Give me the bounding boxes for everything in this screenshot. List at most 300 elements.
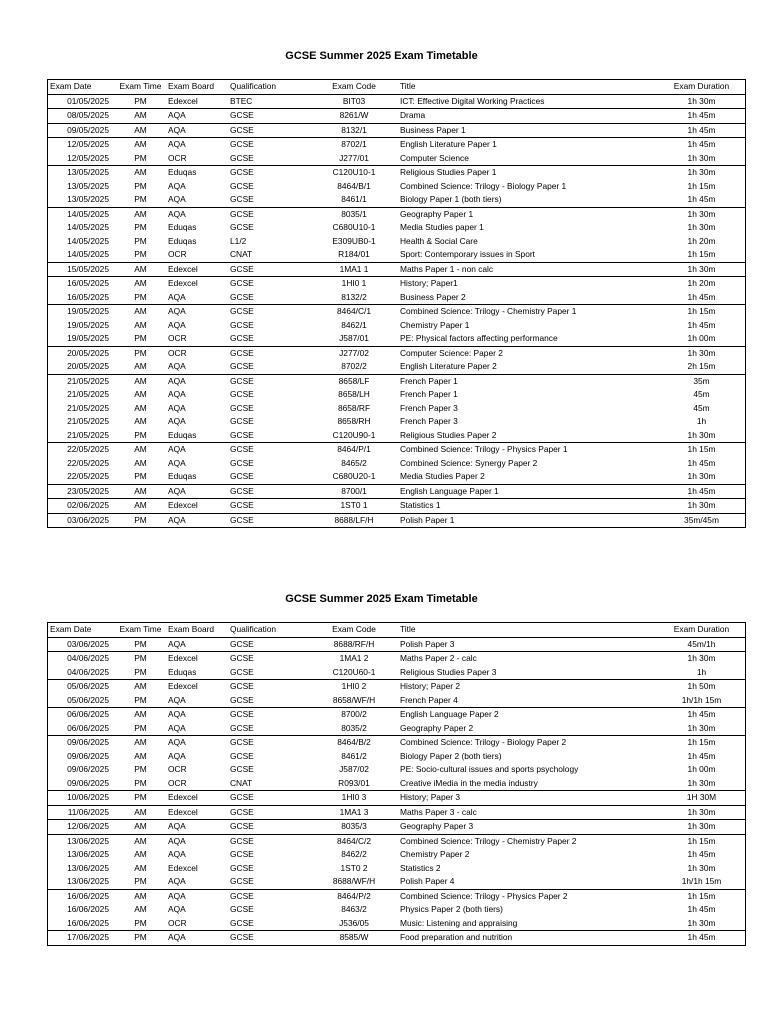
exam-date-cell: 21/05/2025 — [67, 429, 109, 440]
exam-board-cell: AQA — [168, 457, 186, 468]
exam-title-cell: PE: Socio-cultural issues and sports psychology — [400, 764, 579, 775]
exam-date-cell: 23/05/2025 — [48, 484, 116, 499]
exam-duration-cell: 1h 30m — [687, 471, 716, 482]
exam-duration-cell: 1H 30M — [658, 791, 746, 806]
qualification-cell: GCSE — [230, 666, 254, 677]
qualification-cell: GCSE — [230, 694, 254, 705]
exam-title-cell: History; Paper 3 — [398, 791, 658, 806]
table-row — [48, 221, 746, 235]
table-row — [48, 722, 746, 736]
qualification-cell: L1/2 — [230, 235, 247, 246]
exam-time-cell: AM — [115, 374, 166, 388]
exam-time-cell: AM — [115, 805, 166, 820]
exam-board-cell: Edexcel — [166, 262, 228, 277]
exam-date-cell: 04/06/2025 — [67, 666, 109, 677]
qualification-cell: GCSE — [228, 499, 310, 514]
qualification-cell: GCSE — [228, 277, 310, 291]
table-row — [48, 694, 746, 708]
exam-board-cell: Edexcel — [166, 680, 228, 694]
exam-date-cell: 12/06/2025 — [48, 820, 116, 835]
exam-board-cell: AQA — [166, 820, 228, 835]
exam-title-cell: Polish Paper 3 — [400, 638, 455, 649]
exam-code-cell: R184/01 — [338, 249, 370, 260]
qualification-cell: GCSE — [230, 389, 254, 400]
exam-code-cell: 8688/WF/H — [332, 876, 376, 887]
exam-code-cell: 8688/RF/H — [333, 638, 375, 649]
exam-date-cell: 14/05/2025 — [67, 222, 109, 233]
exam-code-cell: 8132/1 — [310, 123, 398, 138]
exam-time-cell: PM — [115, 346, 166, 360]
exam-duration-cell: 1h 30m — [658, 652, 746, 666]
exam-board-cell: Eduqas — [168, 471, 197, 482]
qualification-cell: GCSE — [228, 305, 310, 319]
exam-time-cell: AM — [115, 820, 166, 835]
exam-board-cell: AQA — [168, 416, 186, 427]
exam-title-cell: Combined Science: Synergy Paper 2 — [400, 457, 538, 468]
qualification-cell: GCSE — [230, 333, 254, 344]
exam-date-cell: 09/06/2025 — [67, 764, 109, 775]
exam-code-cell: 1MA1 2 — [310, 652, 398, 666]
exam-code-cell: 1HI0 2 — [310, 680, 398, 694]
exam-duration-cell: 1h 00m — [687, 764, 716, 775]
exam-title-cell: Combined Science: Trilogy - Biology Paper 1 — [400, 180, 567, 191]
exam-duration-cell: 1h 45m — [658, 109, 746, 124]
exam-date-cell: 13/05/2025 — [48, 166, 116, 180]
exam-title-cell: Geography Paper 2 — [400, 722, 474, 733]
exam-title-cell: Business Paper 1 — [398, 123, 658, 138]
qualification-cell: GCSE — [230, 152, 254, 163]
exam-date-cell: 13/05/2025 — [67, 180, 109, 191]
qualification-cell: GCSE — [228, 484, 310, 499]
exam-date-cell: 13/06/2025 — [48, 834, 116, 848]
exam-board-cell: AQA — [168, 291, 186, 302]
exam-board-cell: AQA — [166, 123, 228, 138]
exam-board-cell: AQA — [166, 443, 228, 457]
exam-board-cell: OCR — [168, 333, 187, 344]
exam-board-cell: Eduqas — [168, 429, 197, 440]
exam-time-cell: AM — [115, 305, 166, 319]
exam-date-cell: 08/05/2025 — [48, 109, 116, 124]
exam-time-cell: PM — [134, 777, 147, 788]
exam-board-cell: AQA — [168, 849, 186, 860]
column-header: Title — [398, 623, 658, 638]
exam-time-cell: AM — [115, 123, 166, 138]
exam-time-cell: AM — [115, 109, 166, 124]
exam-title-cell: Biology Paper 2 (both tiers) — [400, 750, 502, 761]
exam-duration-cell: 1h/1h 15m — [681, 876, 722, 887]
table-row — [48, 862, 746, 876]
exam-date-cell: 21/05/2025 — [67, 402, 109, 413]
exam-board-cell: AQA — [166, 708, 228, 722]
exam-title-cell: Polish Paper 1 — [398, 513, 658, 528]
exam-board-cell: AQA — [168, 694, 186, 705]
exam-date-cell: 06/06/2025 — [48, 708, 116, 722]
exam-code-cell: 8658/WF/H — [332, 694, 376, 705]
exam-code-cell: 8585/W — [310, 931, 398, 946]
exam-date-cell: 04/06/2025 — [48, 652, 116, 666]
exam-title-cell: Physics Paper 2 (both tiers) — [400, 904, 503, 915]
exam-date-cell: 13/06/2025 — [67, 862, 109, 873]
exam-time-cell: PM — [134, 722, 147, 733]
table-row — [48, 94, 746, 109]
exam-time-cell: AM — [134, 319, 147, 330]
exam-title-cell: ICT: Effective Digital Working Practices — [400, 95, 545, 106]
table-row — [48, 346, 746, 360]
exam-date-cell: 20/05/2025 — [67, 361, 109, 372]
exam-date-cell: 20/05/2025 — [48, 346, 116, 360]
qualification-cell: GCSE — [228, 805, 310, 820]
exam-title-cell: Combined Science: Trilogy - Physics Paper 1 — [398, 443, 658, 457]
table-header-row — [48, 80, 746, 95]
table-row — [48, 805, 746, 820]
exam-time-cell: PM — [115, 791, 166, 806]
exam-code-cell: 8035/1 — [310, 207, 398, 221]
exam-time-cell: AM — [115, 499, 166, 514]
exam-board-cell: AQA — [166, 109, 228, 124]
exam-title-cell: Combined Science: Trilogy - Chemistry Paper 1 — [398, 305, 658, 319]
exam-time-cell: AM — [115, 680, 166, 694]
column-header: Exam Duration — [658, 623, 746, 638]
exam-code-cell: BIT03 — [342, 95, 366, 106]
exam-date-cell: 19/05/2025 — [48, 305, 116, 319]
exam-time-cell: AM — [115, 262, 166, 277]
exam-duration-cell: 1h 15m — [658, 736, 746, 750]
exam-duration-cell: 1h 20m — [658, 277, 746, 291]
exam-board-cell: AQA — [168, 402, 186, 413]
exam-code-cell: 8464/B/1 — [337, 180, 371, 191]
exam-time-cell: PM — [115, 513, 166, 528]
table-row — [48, 763, 746, 777]
table-row — [48, 484, 746, 499]
exam-time-cell: AM — [134, 389, 147, 400]
exam-time-cell: PM — [134, 638, 147, 649]
exam-date-cell: 06/06/2025 — [67, 722, 109, 733]
exam-duration-cell: 35m — [658, 374, 746, 388]
exam-duration-cell: 45m/1h — [687, 638, 716, 649]
exam-date-cell: 09/06/2025 — [67, 777, 109, 788]
exam-title-cell: PE: Physical factors affecting performance — [400, 333, 558, 344]
exam-code-cell: 8462/1 — [341, 319, 367, 330]
exam-title-cell: Combined Science: Trilogy - Physics Paper 2 — [398, 889, 658, 903]
table-row — [48, 374, 746, 388]
exam-duration-cell: 1h 15m — [687, 180, 716, 191]
qualification-cell: GCSE — [228, 736, 310, 750]
exam-code-cell: J587/02 — [339, 764, 369, 775]
exam-date-cell: 21/05/2025 — [48, 374, 116, 388]
exam-date-cell: 09/06/2025 — [67, 750, 109, 761]
exam-duration-cell: 1h 30m — [687, 862, 716, 873]
table-row — [48, 123, 746, 138]
qualification-cell: GCSE — [230, 361, 254, 372]
column-header: Exam Time — [115, 80, 166, 95]
exam-board-cell: AQA — [166, 484, 228, 499]
exam-code-cell: 8702/1 — [310, 138, 398, 152]
column-header: Exam Date — [48, 80, 116, 95]
exam-duration-cell: 1h 30m — [658, 805, 746, 820]
table-row — [48, 791, 746, 806]
exam-code-cell: 8700/1 — [310, 484, 398, 499]
column-header: Qualification — [228, 623, 310, 638]
exam-date-cell: 16/05/2025 — [48, 277, 116, 291]
exam-code-cell: 8464/P/2 — [310, 889, 398, 903]
column-header: Exam Duration — [658, 80, 746, 95]
exam-time-cell: AM — [134, 904, 147, 915]
exam-code-cell: 8461/2 — [341, 750, 367, 761]
exam-board-cell: OCR — [166, 346, 228, 360]
qualification-cell: GCSE — [230, 457, 254, 468]
table-row — [48, 931, 746, 946]
exam-date-cell: 02/06/2025 — [48, 499, 116, 514]
timetable-page-1 — [47, 50, 730, 525]
exam-board-cell: AQA — [166, 305, 228, 319]
exam-board-cell: AQA — [168, 638, 186, 649]
table-row — [48, 180, 746, 194]
exam-board-cell: Edexcel — [166, 499, 228, 514]
qualification-cell: GCSE — [228, 652, 310, 666]
exam-title-cell: French Paper 3 — [400, 402, 458, 413]
table-row — [48, 277, 746, 291]
exam-title-cell: Combined Science: Trilogy - Chemistry Paper 2 — [398, 834, 658, 848]
exam-time-cell: PM — [134, 429, 147, 440]
qualification-cell: GCSE — [230, 429, 254, 440]
exam-duration-cell: 1h 45m — [687, 849, 716, 860]
table-row — [48, 820, 746, 835]
exam-code-cell: R093/01 — [338, 777, 370, 788]
exam-table — [47, 622, 746, 946]
table-row — [48, 680, 746, 694]
exam-title-cell: Computer Science — [400, 152, 469, 163]
exam-date-cell: 14/05/2025 — [67, 249, 109, 260]
exam-duration-cell: 1h 45m — [658, 708, 746, 722]
exam-board-cell: Eduqas — [168, 666, 197, 677]
exam-title-cell: French Paper 1 — [400, 389, 458, 400]
exam-time-cell: PM — [134, 152, 147, 163]
exam-duration-cell: 1h 45m — [658, 123, 746, 138]
qualification-cell: GCSE — [230, 904, 254, 915]
exam-duration-cell: 1h 30m — [658, 820, 746, 835]
exam-board-cell: AQA — [166, 374, 228, 388]
exam-title-cell: Business Paper 2 — [400, 291, 466, 302]
exam-date-cell: 17/06/2025 — [48, 931, 116, 946]
qualification-cell: BTEC — [230, 95, 253, 106]
exam-title-cell: Polish Paper 4 — [400, 876, 455, 887]
exam-date-cell: 11/06/2025 — [48, 805, 116, 820]
exam-code-cell: 8658/RH — [337, 416, 371, 427]
exam-duration-cell: 1h — [696, 416, 707, 427]
exam-duration-cell: 1h 45m — [687, 750, 716, 761]
exam-time-cell: PM — [134, 222, 147, 233]
exam-board-cell: Eduqas — [168, 222, 197, 233]
exam-code-cell: C680U10-1 — [332, 222, 376, 233]
exam-time-cell: PM — [134, 180, 147, 191]
exam-date-cell: 03/06/2025 — [48, 513, 116, 528]
exam-duration-cell: 1h 50m — [658, 680, 746, 694]
exam-board-cell: OCR — [168, 764, 187, 775]
exam-code-cell: C120U10-1 — [310, 166, 398, 180]
exam-code-cell: 8261/W — [310, 109, 398, 124]
exam-duration-cell: 1h 15m — [658, 443, 746, 457]
exam-date-cell: 19/05/2025 — [67, 319, 109, 330]
qualification-cell: GCSE — [228, 931, 310, 946]
exam-board-cell: OCR — [168, 152, 187, 163]
exam-code-cell: 8462/2 — [341, 849, 367, 860]
exam-duration-cell: 45m — [693, 402, 710, 413]
exam-title-cell: History; Paper1 — [398, 277, 658, 291]
exam-code-cell: 1HI0 3 — [310, 791, 398, 806]
table-row — [48, 443, 746, 457]
exam-title-cell: Geography Paper 1 — [398, 207, 658, 221]
exam-duration-cell: 1h 30m — [687, 777, 716, 788]
column-header: Title — [398, 80, 658, 95]
exam-duration-cell: 1h 30m — [687, 722, 716, 733]
exam-duration-cell: 1h 15m — [658, 889, 746, 903]
exam-title-cell: Sport: Contemporary issues in Sport — [400, 249, 535, 260]
exam-time-cell: AM — [115, 277, 166, 291]
exam-board-cell: AQA — [168, 389, 186, 400]
qualification-cell: GCSE — [230, 764, 254, 775]
exam-code-cell: 8035/3 — [310, 820, 398, 835]
exam-board-cell: AQA — [168, 319, 186, 330]
exam-title-cell: Maths Paper 1 - non calc — [398, 262, 658, 277]
exam-duration-cell: 2h 15m — [687, 361, 716, 372]
exam-title-cell: French Paper 1 — [398, 374, 658, 388]
exam-board-cell: AQA — [168, 180, 186, 191]
exam-duration-cell: 1h 00m — [687, 333, 716, 344]
table-row — [48, 109, 746, 124]
exam-code-cell: 8702/2 — [341, 361, 367, 372]
table-row — [48, 235, 746, 249]
exam-date-cell: 16/06/2025 — [67, 917, 109, 928]
table-row — [48, 332, 746, 346]
exam-code-cell: 1MA1 1 — [310, 262, 398, 277]
exam-code-cell: J277/01 — [339, 152, 369, 163]
table-row — [48, 388, 746, 402]
exam-duration-cell: 1h 30m — [687, 917, 716, 928]
exam-board-cell: Eduqas — [168, 235, 197, 246]
column-header: Exam Time — [115, 623, 166, 638]
exam-duration-cell: 1h 30m — [658, 346, 746, 360]
exam-duration-cell: 1h 45m — [658, 138, 746, 152]
qualification-cell: GCSE — [230, 402, 254, 413]
exam-board-cell: Edexcel — [166, 277, 228, 291]
exam-code-cell: 8132/2 — [341, 291, 367, 302]
table-row — [48, 889, 746, 903]
exam-title-cell: Media Studies paper 1 — [400, 222, 484, 233]
table-row — [48, 848, 746, 862]
qualification-cell: GCSE — [230, 416, 254, 427]
exam-title-cell: Statistics 2 — [400, 862, 441, 873]
table-header-row — [48, 623, 746, 638]
qualification-cell: GCSE — [228, 513, 310, 528]
table-row — [48, 152, 746, 166]
exam-time-cell: PM — [134, 249, 147, 260]
exam-code-cell: 8658/LF — [310, 374, 398, 388]
exam-board-cell: AQA — [166, 834, 228, 848]
exam-duration-cell: 1h 30m — [658, 166, 746, 180]
exam-duration-cell: 1h 30m — [687, 429, 716, 440]
exam-code-cell: J277/02 — [310, 346, 398, 360]
qualification-cell: GCSE — [228, 166, 310, 180]
exam-date-cell: 14/05/2025 — [48, 207, 116, 221]
exam-date-cell: 03/06/2025 — [67, 638, 109, 649]
exam-time-cell: PM — [134, 471, 147, 482]
qualification-cell: GCSE — [230, 849, 254, 860]
exam-time-cell: AM — [134, 361, 147, 372]
exam-board-cell: Edexcel — [168, 862, 198, 873]
qualification-cell: GCSE — [228, 791, 310, 806]
qualification-cell: GCSE — [230, 319, 254, 330]
qualification-cell: GCSE — [230, 180, 254, 191]
exam-date-cell: 22/05/2025 — [67, 471, 109, 482]
table-row — [48, 637, 746, 652]
table-row — [48, 750, 746, 764]
exam-date-cell: 16/05/2025 — [67, 291, 109, 302]
exam-duration-cell: 1h 30m — [687, 222, 716, 233]
exam-code-cell: 1ST0 2 — [340, 862, 368, 873]
exam-duration-cell: 1h 30m — [658, 207, 746, 221]
exam-date-cell: 21/05/2025 — [67, 416, 109, 427]
exam-board-cell: AQA — [168, 194, 186, 205]
exam-title-cell: Chemistry Paper 1 — [400, 319, 470, 330]
exam-board-cell: AQA — [166, 513, 228, 528]
exam-time-cell: PM — [134, 235, 147, 246]
qualification-cell: GCSE — [230, 291, 254, 302]
table-row — [48, 708, 746, 722]
table-row — [48, 666, 746, 680]
qualification-cell: GCSE — [230, 862, 254, 873]
exam-date-cell: 14/05/2025 — [67, 235, 109, 246]
exam-date-cell: 13/06/2025 — [67, 849, 109, 860]
table-row — [48, 903, 746, 917]
exam-time-cell: AM — [115, 889, 166, 903]
exam-time-cell: AM — [115, 736, 166, 750]
exam-time-cell: PM — [134, 666, 147, 677]
exam-code-cell: 8463/2 — [341, 904, 367, 915]
exam-code-cell: 8035/2 — [341, 722, 367, 733]
table-row — [48, 457, 746, 471]
exam-code-cell: C680U20-1 — [332, 471, 376, 482]
exam-board-cell: Edexcel — [166, 652, 228, 666]
exam-time-cell: PM — [134, 764, 147, 775]
table-row — [48, 736, 746, 750]
exam-date-cell: 22/05/2025 — [48, 443, 116, 457]
exam-time-cell: PM — [115, 931, 166, 946]
column-header: Exam Code — [310, 623, 398, 638]
qualification-cell: GCSE — [228, 443, 310, 457]
exam-code-cell: C120U60-1 — [332, 666, 376, 677]
exam-board-cell: OCR — [168, 917, 187, 928]
exam-time-cell: AM — [115, 484, 166, 499]
exam-time-cell: AM — [115, 834, 166, 848]
exam-date-cell: 12/05/2025 — [67, 152, 109, 163]
exam-title-cell: English Language Paper 1 — [398, 484, 658, 499]
exam-duration-cell: 1h 45m — [687, 904, 716, 915]
exam-board-cell: Edexcel — [166, 791, 228, 806]
table-row — [48, 360, 746, 374]
table-row — [48, 429, 746, 443]
exam-duration-cell: 35m/45m — [658, 513, 746, 528]
exam-title-cell: Statistics 1 — [398, 499, 658, 514]
exam-title-cell: Maths Paper 3 - calc — [398, 805, 658, 820]
exam-code-cell: J587/01 — [339, 333, 369, 344]
exam-date-cell: 16/06/2025 — [67, 904, 109, 915]
exam-code-cell: J536/05 — [339, 917, 369, 928]
exam-duration-cell: 1h — [696, 666, 707, 677]
exam-code-cell: 8464/C/1 — [310, 305, 398, 319]
qualification-cell: CNAT — [230, 249, 253, 260]
exam-duration-cell: 1h 15m — [658, 305, 746, 319]
exam-date-cell: 12/05/2025 — [48, 138, 116, 152]
